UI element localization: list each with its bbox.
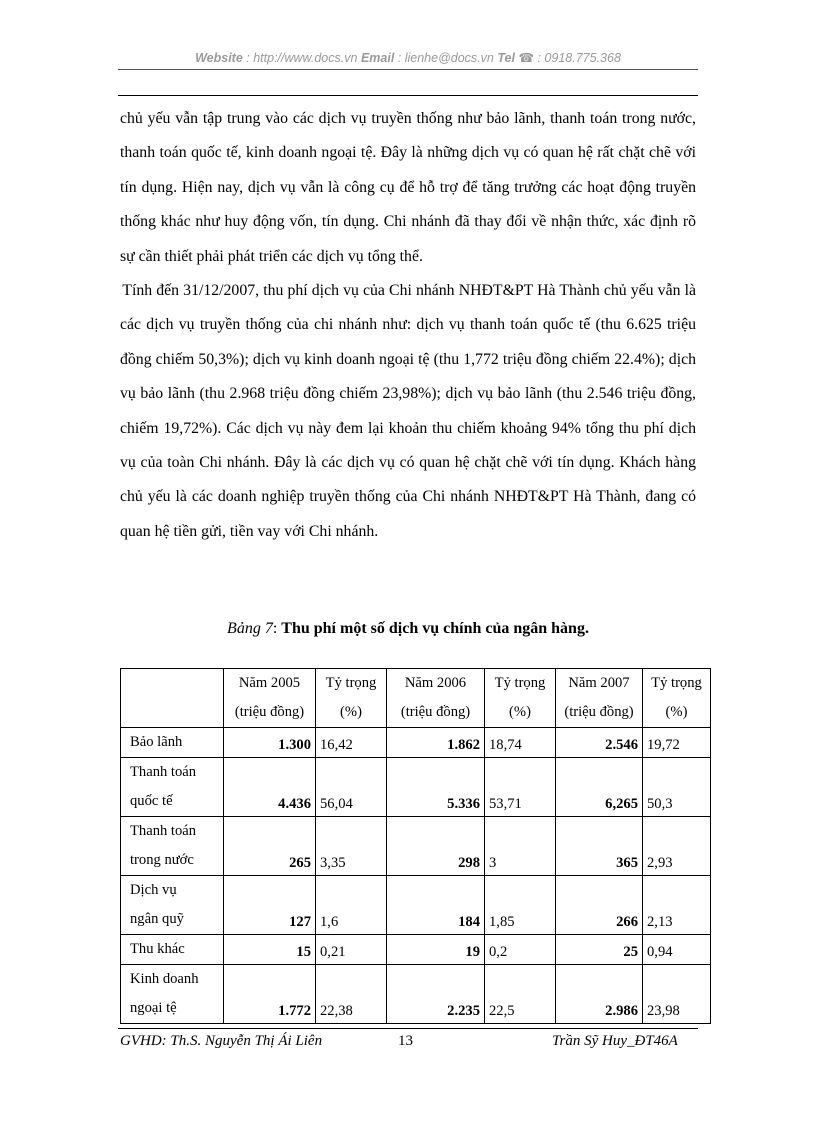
header-email-value: : lienhe@docs.vn	[397, 51, 494, 65]
percent-cell: 18,74	[485, 728, 556, 758]
value-cell: 298	[387, 817, 485, 876]
header-website-label: Website	[195, 51, 243, 65]
value-cell: 2.235	[387, 965, 485, 1024]
percent-cell: 22,5	[485, 965, 556, 1024]
header-divider	[118, 69, 698, 70]
header-cell: Năm 2007 (triệu đồng)	[556, 669, 643, 728]
header-rule	[118, 95, 698, 96]
value-cell: 15	[224, 935, 316, 965]
footer-divider	[118, 1028, 698, 1029]
header-cell: Tỷ trọng (%)	[316, 669, 387, 728]
paragraph: chủ yếu vẫn tập trung vào các dịch vụ truyền thống như bảo lãnh, thanh toán trong nước, thanh toán quốc tế, kinh doanh ngoại tệ. Đây là những dịch vụ có quan hệ rất chặt chẽ với tín dụng. Hiện nay, dịch vụ vẫn là công cụ để hỗ trợ để tăng trưởng các hoạt động truyền thống khác như huy động vốn, tín dụng. Chi nhánh đã thay đổi về nhận thức, xác định rõ sự cần thiết phải phát triển các dịch vụ tổng thể.	[120, 110, 696, 265]
header-cell: Tỷ trọng (%)	[643, 669, 711, 728]
value-cell: 127	[224, 876, 316, 935]
paragraph: Tính đến 31/12/2007, thu phí dịch vụ của Chi nhánh NHĐT&PT Hà Thành chủ yếu vẫn là các dịch vụ truyền thống của chi nhánh như: dịch vụ thanh toán quốc tế (thu 6.625 triệu đồng chiếm 50,3%); dịch vụ kinh doanh ngoại tệ (thu 1,772 triệu đồng chiếm 22.4%); dịch vụ bảo lãnh (thu 2.968 triệu đồng chiếm 23,98%); dịch vụ bảo lãnh (thu 2.546 triệu đồng, chiếm 19,72%). Các dịch vụ này đem lại khoản thu chiếm khoảng 94% tổng thu phí dịch vụ của toàn Chi nhánh. Đây là các dịch vụ có quan hệ chặt chẽ với tín dụng. Khách hàng chủ yếu là các doanh nghiệp truyền thống của Chi nhánh NHĐT&PT Hà Thành, đang có quan hệ tiền gửi, tiền vay với Chi nhánh.	[120, 282, 696, 540]
value-cell: 265	[224, 817, 316, 876]
header-tel-value: ☎ : 0918.775.368	[518, 51, 621, 65]
page-number: 13	[398, 1033, 413, 1049]
value-cell: 266	[556, 876, 643, 935]
header-website-value: : http://www.docs.vn	[246, 51, 358, 65]
table-caption: Bảng 7: Thu phí một số dịch vụ chính của ngân hàng.	[227, 620, 589, 637]
percent-cell: 3,35	[316, 817, 387, 876]
value-cell: 2.546	[556, 728, 643, 758]
percent-cell: 53,71	[485, 758, 556, 817]
row-label: Bảo lãnh	[121, 728, 224, 758]
value-cell: 6,265	[556, 758, 643, 817]
body-text	[120, 102, 696, 549]
value-cell: 1.772	[224, 965, 316, 1024]
percent-cell: 1,85	[485, 876, 556, 935]
percent-cell: 50,3	[643, 758, 711, 817]
header-email-label: Email	[360, 51, 395, 65]
header-cell: Năm 2006 (triệu đồng)	[387, 669, 485, 728]
row-label: Thanh toán trong nước	[121, 817, 224, 876]
header-tel-label: Tel	[497, 51, 515, 65]
value-cell: 1.862	[387, 728, 485, 758]
table-row	[121, 817, 711, 876]
table-row	[121, 935, 711, 965]
value-cell: 5.336	[387, 758, 485, 817]
row-label: Thanh toán quốc tế	[121, 758, 224, 817]
value-cell: 1.300	[224, 728, 316, 758]
percent-cell: 0,94	[643, 935, 711, 965]
table-row	[121, 965, 711, 1024]
value-cell: 2.986	[556, 965, 643, 1024]
percent-cell: 3	[485, 817, 556, 876]
page-header	[118, 50, 698, 65]
table-row	[121, 758, 711, 817]
row-label: Kinh doanh ngoại tệ	[121, 965, 224, 1024]
value-cell: 19	[387, 935, 485, 965]
header-cell: Tỷ trọng (%)	[485, 669, 556, 728]
footer-author: Trần Sỹ Huy_ĐT46A	[552, 1033, 678, 1049]
percent-cell: 0,21	[316, 935, 387, 965]
percent-cell: 1,6	[316, 876, 387, 935]
value-cell: 4.436	[224, 758, 316, 817]
percent-cell: 19,72	[643, 728, 711, 758]
footer-supervisor: GVHD: Th.S. Nguyễn Thị Ái Liên	[120, 1033, 323, 1049]
percent-cell: 23,98	[643, 965, 711, 1024]
value-cell: 365	[556, 817, 643, 876]
percent-cell: 56,04	[316, 758, 387, 817]
value-cell: 184	[387, 876, 485, 935]
percent-cell: 2,93	[643, 817, 711, 876]
row-label: Thu khác	[121, 935, 224, 965]
value-cell: 25	[556, 935, 643, 965]
table-row	[121, 876, 711, 935]
service-fee-table	[120, 668, 711, 1024]
table-caption-label: Bảng 7	[227, 620, 273, 637]
header-cell-empty	[121, 669, 224, 728]
percent-cell: 0,2	[485, 935, 556, 965]
header-cell: Năm 2005 (triệu đồng)	[224, 669, 316, 728]
percent-cell: 2,13	[643, 876, 711, 935]
table-caption-title: Thu phí một số dịch vụ chính của ngân hàng.	[281, 620, 589, 637]
percent-cell: 22,38	[316, 965, 387, 1024]
row-label: Dịch vụ ngân quỹ	[121, 876, 224, 935]
table-row	[121, 728, 711, 758]
percent-cell: 16,42	[316, 728, 387, 758]
table-header-row	[121, 669, 711, 728]
